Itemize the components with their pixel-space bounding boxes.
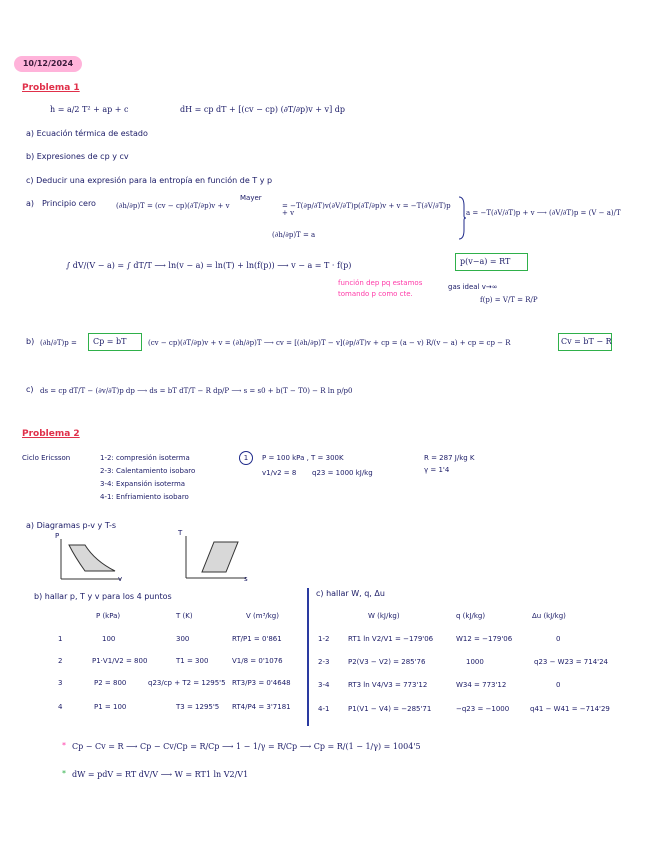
cp-result: Cp = bT xyxy=(93,337,127,346)
fp-equation: f(p) = V/T = R/P xyxy=(480,296,538,304)
solution-b-eq2: (cv − cp)(∂T/∂p)v + v = (∂h/∂p)T ⟶ cv = [(∂h/∂p)T − v](∂p/∂T)v + cp = (a − v) R/(v − a) + cp = cp − R xyxy=(148,339,511,347)
b-row4-v: RT4/P4 = 3'7181 xyxy=(232,703,291,711)
cycle-name: Ciclo Ericsson xyxy=(22,454,71,462)
solution-a-eq3: (∂h/∂p)T = a xyxy=(272,231,316,239)
integration-eq: ∫ dV/(V − a) = ∫ dT/T ⟶ ln(v − a) = ln(T) + ln(f(p)) ⟶ v − a = T · f(p) xyxy=(66,261,352,270)
b-row1-n: 1 xyxy=(58,635,63,643)
work-derivation: dW = pdV = RT dV/V ⟶ W = RT1 ln V2/V1 xyxy=(72,770,249,779)
step-4: 4-1: Enfriamiento isobaro xyxy=(100,493,189,501)
c-row3-q: W34 = 773'12 xyxy=(456,681,507,689)
green-star-bullet: * xyxy=(62,769,66,778)
b-row1-t: 300 xyxy=(176,635,190,643)
problem2-title: Problema 2 xyxy=(22,429,80,439)
b-header-t: T (K) xyxy=(176,612,193,620)
c-row4-u: q41 − W41 = −714'29 xyxy=(530,705,610,713)
solution-a-text: Principio cero xyxy=(42,199,96,208)
question-a: a) Ecuación térmica de estado xyxy=(26,129,148,138)
given-p-t: P = 100 kPa , T = 300K xyxy=(262,454,344,462)
c-row4-n: 4-1 xyxy=(318,705,330,713)
gas-ideal-note: gas ideal v→∞ xyxy=(448,283,498,291)
c-row3-n: 3-4 xyxy=(318,681,330,689)
c-row4-w: P1(V1 − V4) = −285'71 xyxy=(348,705,432,713)
b-row3-n: 3 xyxy=(58,679,63,687)
given-point-number: 1 xyxy=(239,451,253,465)
cv-result: Cv = bT − R xyxy=(561,337,612,346)
gas-constant: R = 287 J/kg K xyxy=(424,454,475,462)
pv-axis-v: v xyxy=(118,575,123,583)
c-row2-w: P2(V3 − V2) = 285'76 xyxy=(348,658,426,666)
b-row4-n: 4 xyxy=(58,703,63,711)
solution-a-eq1: (∂h/∂p)T = (cv − cp)(∂T/∂p)v + v xyxy=(116,202,230,210)
note-line2: tomando p como cte. xyxy=(338,290,413,298)
b-row4-p: P1 = 100 xyxy=(94,703,127,711)
solution-c-label: c) xyxy=(26,385,34,394)
b-row4-t: T3 = 1295'5 xyxy=(176,703,220,711)
state-equation: p(v−a) = RT xyxy=(460,257,511,266)
b-row2-v: V1/8 = 0'1076 xyxy=(232,657,283,665)
b-header-v: V (m³/kg) xyxy=(246,612,279,620)
solution-a-eq2: = −T(∂p/∂T)v(∂V/∂T)p(∂T/∂p)v + v = −T(∂V/∂T)p + v xyxy=(282,202,451,217)
b-row1-p: 100 xyxy=(102,635,116,643)
bracket xyxy=(458,196,466,240)
pv-diagram xyxy=(55,532,125,585)
c-row1-w: RT1 ln V2/V1 = −179'06 xyxy=(348,635,434,643)
note-line1: función dep pq estamos xyxy=(338,279,423,287)
solution-b-label: b) xyxy=(26,337,35,346)
question-c: c) Deducir una expresión para la entropía en función de T y p xyxy=(26,176,273,185)
c-header-u: Δu (kJ/kg) xyxy=(532,612,566,620)
c-row3-u: 0 xyxy=(556,681,561,689)
given-q23: q23 = 1000 kJ/kg xyxy=(312,469,373,477)
b-row2-p: P1·V1/V2 = 800 xyxy=(92,657,148,665)
problem1-title: Problema 1 xyxy=(22,83,80,93)
date-badge: 10/12/2024 xyxy=(14,56,82,72)
mayer-label: Mayer xyxy=(240,194,262,202)
question-2a: a) Diagramas p-v y T-s xyxy=(26,521,117,530)
step-2: 2-3: Calentamiento isobaro xyxy=(100,467,196,475)
question-2c: c) hallar W, q, Δu xyxy=(316,589,385,598)
b-row2-n: 2 xyxy=(58,657,63,665)
ts-diagram xyxy=(178,529,250,584)
b-row3-p: P2 = 800 xyxy=(94,679,127,687)
b-row2-t: T1 = 300 xyxy=(176,657,209,665)
cp-derivation: Cp − Cv = R ⟶ Cp − Cv/Cp = R/Cp ⟶ 1 − 1/γ = R/Cp ⟶ Cp = R/(1 − 1/γ) = 1004'5 xyxy=(72,742,421,751)
ts-axis-t: T xyxy=(178,529,183,537)
c-header-w: W (kJ/kg) xyxy=(368,612,400,620)
question-2b: b) hallar p, T y v para los 4 puntos xyxy=(34,592,172,601)
c-header-q: q (kJ/kg) xyxy=(456,612,486,620)
dh-equation: dH = cp dT + [(cv − cp) (∂T/∂p)v + v] dp xyxy=(180,105,345,114)
pink-star-bullet: * xyxy=(62,741,66,750)
pv-axis-p: P xyxy=(55,532,60,540)
given-ratio: v1/v2 = 8 xyxy=(262,469,297,477)
solution-a-label: a) xyxy=(26,199,35,208)
c-row2-n: 2-3 xyxy=(318,658,330,666)
c-row1-u: 0 xyxy=(556,635,561,643)
gamma-value: γ = 1'4 xyxy=(424,466,450,474)
c-row1-n: 1-2 xyxy=(318,635,330,643)
step-3: 3-4: Expansión isoterma xyxy=(100,480,186,488)
b-row1-v: RT/P1 = 0'861 xyxy=(232,635,282,643)
solution-b-eq1: (∂h/∂T)p = xyxy=(40,339,77,347)
solution-a-eq4: a = −T(∂V/∂T)p + v ⟶ (∂V/∂T)p = (V − a)/T xyxy=(466,209,621,217)
step-1: 1-2: compresión isoterma xyxy=(100,454,190,462)
c-row4-q: −q23 = −1000 xyxy=(456,705,510,713)
b-row3-t: q23/cp + T2 = 1295'5 xyxy=(148,679,226,687)
h-equation: h = a/2 T² + ap + c xyxy=(50,105,129,114)
question-b: b) Expresiones de cp y cv xyxy=(26,152,129,161)
column-divider xyxy=(307,588,309,726)
c-row3-w: RT3 ln V4/V3 = 773'12 xyxy=(348,681,428,689)
solution-c-eq: ds = cp dT/T − (∂v/∂T)p dp ⟶ ds = bT dT/T − R dp/P ⟶ s = s0 + b(T − T0) − R ln p/p0 xyxy=(40,387,353,395)
c-row1-q: W12 = −179'06 xyxy=(456,635,513,643)
ts-axis-s: s xyxy=(244,575,248,583)
b-header-p: P (kPa) xyxy=(96,612,121,620)
b-row3-v: RT3/P3 = 0'4648 xyxy=(232,679,291,687)
c-row2-q: 1000 xyxy=(466,658,484,666)
c-row2-u: q23 − W23 = 714'24 xyxy=(534,658,609,666)
